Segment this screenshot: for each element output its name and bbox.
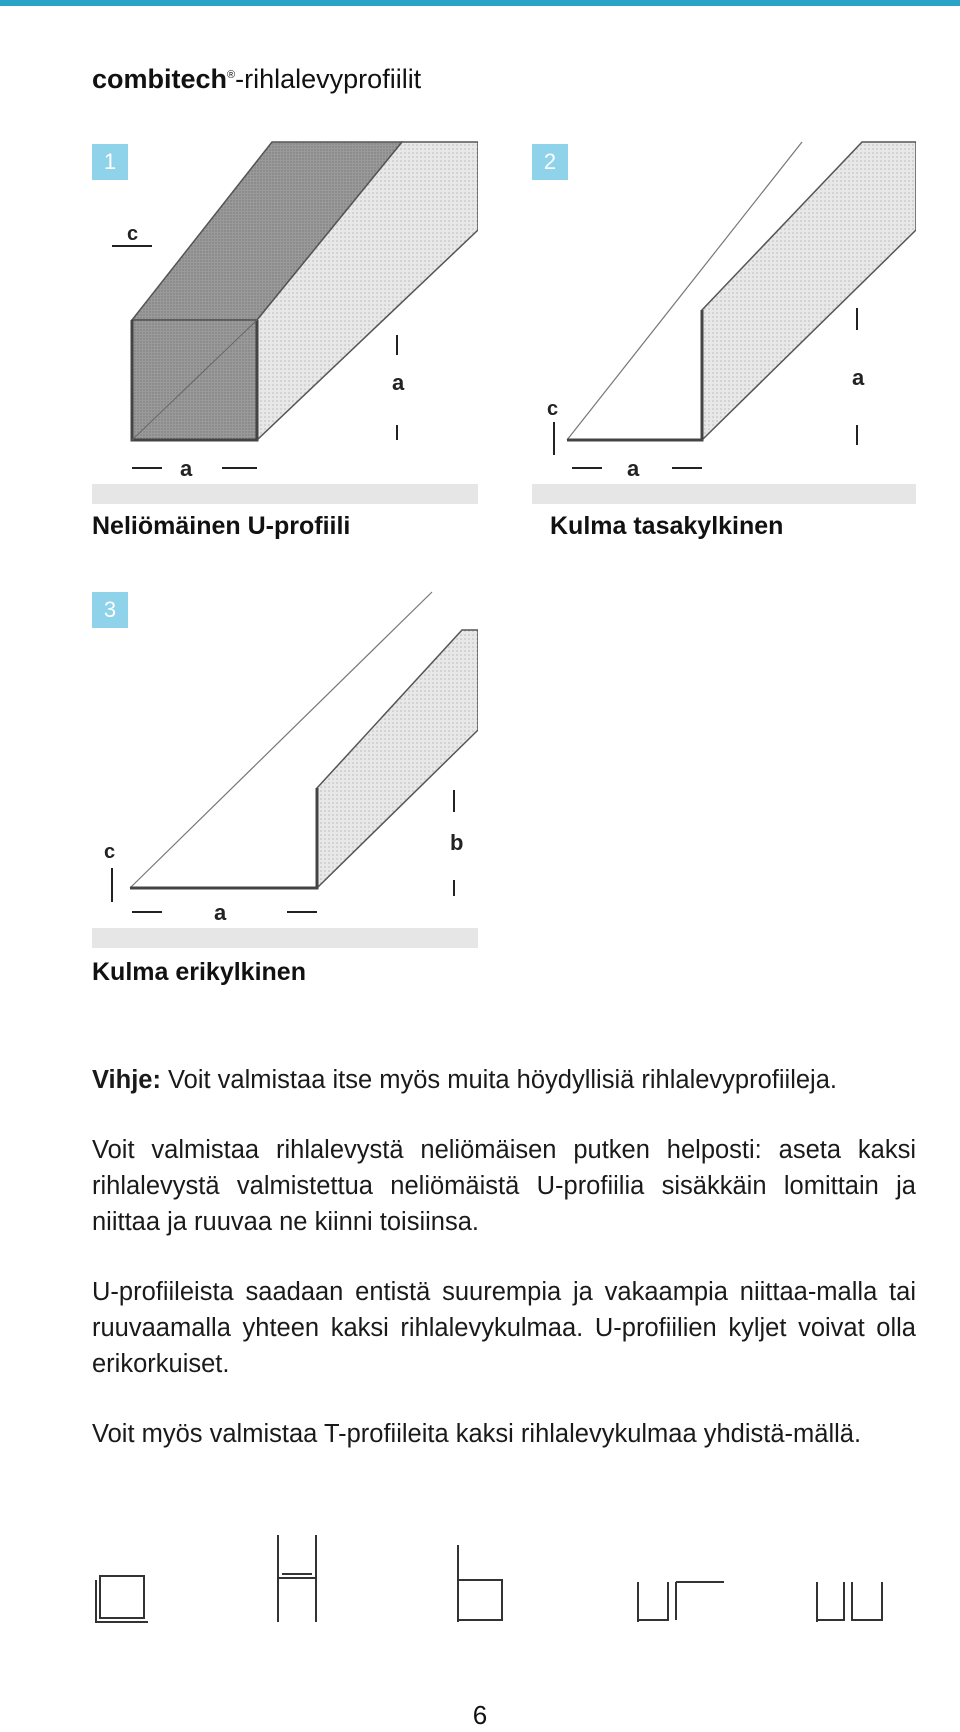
paragraph-1: Voit valmistaa rihlalevystä neliömäisen putken helposti: aseta kaksi rihlalevystä valmistettua neliömäistä U-profiilia sisäkkäin lomittain ja niittaa ja ruuvaa ne kiinni toisiinsa. xyxy=(92,1136,916,1236)
tip-paragraph xyxy=(92,1062,916,1098)
profile-cross-sections xyxy=(92,1530,916,1630)
figure-1-badge: 1 xyxy=(92,144,128,180)
tip-text: Voit valmistaa itse myös muita höydyllisiä rihlalevyprofiileja. xyxy=(160,1066,837,1094)
page-title xyxy=(92,64,421,95)
figure-2-angle-equal-illustration xyxy=(532,140,916,485)
channel-section-icon xyxy=(458,1545,502,1622)
brand-name: combitech xyxy=(92,64,228,94)
registered-mark: ® xyxy=(227,69,236,81)
figure-1-caption: Neliömäinen U-profiili xyxy=(92,512,351,540)
figure-1-label-a-height: a xyxy=(392,370,405,395)
top-accent-bar xyxy=(0,0,960,6)
figure-1-caption-bar xyxy=(92,484,478,504)
figure-3-label-a: a xyxy=(214,900,227,925)
figure-2-caption: Kulma tasakylkinen xyxy=(550,512,784,540)
h-profile-section-icon xyxy=(278,1535,316,1622)
figure-2-label-a-width: a xyxy=(627,456,640,481)
title-suffix: -rihlalevyprofiilit xyxy=(235,64,422,94)
figure-3-caption: Kulma erikylkinen xyxy=(92,958,306,986)
tip-label: Vihje: xyxy=(92,1066,161,1094)
figure-3-caption-bar xyxy=(92,928,478,948)
figure-3-label-c: c xyxy=(104,841,116,863)
page-number: 6 xyxy=(472,1700,488,1730)
paragraph-3: Voit myös valmistaa T-profiileita kaksi rihlalevykulmaa yhdistä-mällä. xyxy=(92,1420,862,1448)
figure-3-badge: 3 xyxy=(92,592,128,628)
figure-2-caption-bar xyxy=(532,484,916,504)
figure-2-label-c: c xyxy=(547,398,559,420)
square-tube-section-icon xyxy=(96,1576,148,1622)
figure-2-badge: 2 xyxy=(532,144,568,180)
figure-1-label-c: c xyxy=(127,223,139,245)
double-angle-section-icon xyxy=(638,1582,724,1622)
figure-1-u-profile-illustration xyxy=(92,140,478,485)
figure-1-label-a-width: a xyxy=(180,456,193,481)
figure-2-label-a-height: a xyxy=(852,365,865,390)
figure-3-label-b: b xyxy=(450,830,464,855)
double-u-section-icon xyxy=(817,1582,882,1622)
figure-3-angle-unequal-illustration xyxy=(92,590,478,930)
paragraph-2: U-profiileista saadaan entistä suurempia ja vakaampia niittaa-malla tai ruuvaamalla yhteen kaksi rihlalevykulmaa. U-profiilien kyljet voivat olla erikorkuiset. xyxy=(92,1278,916,1378)
